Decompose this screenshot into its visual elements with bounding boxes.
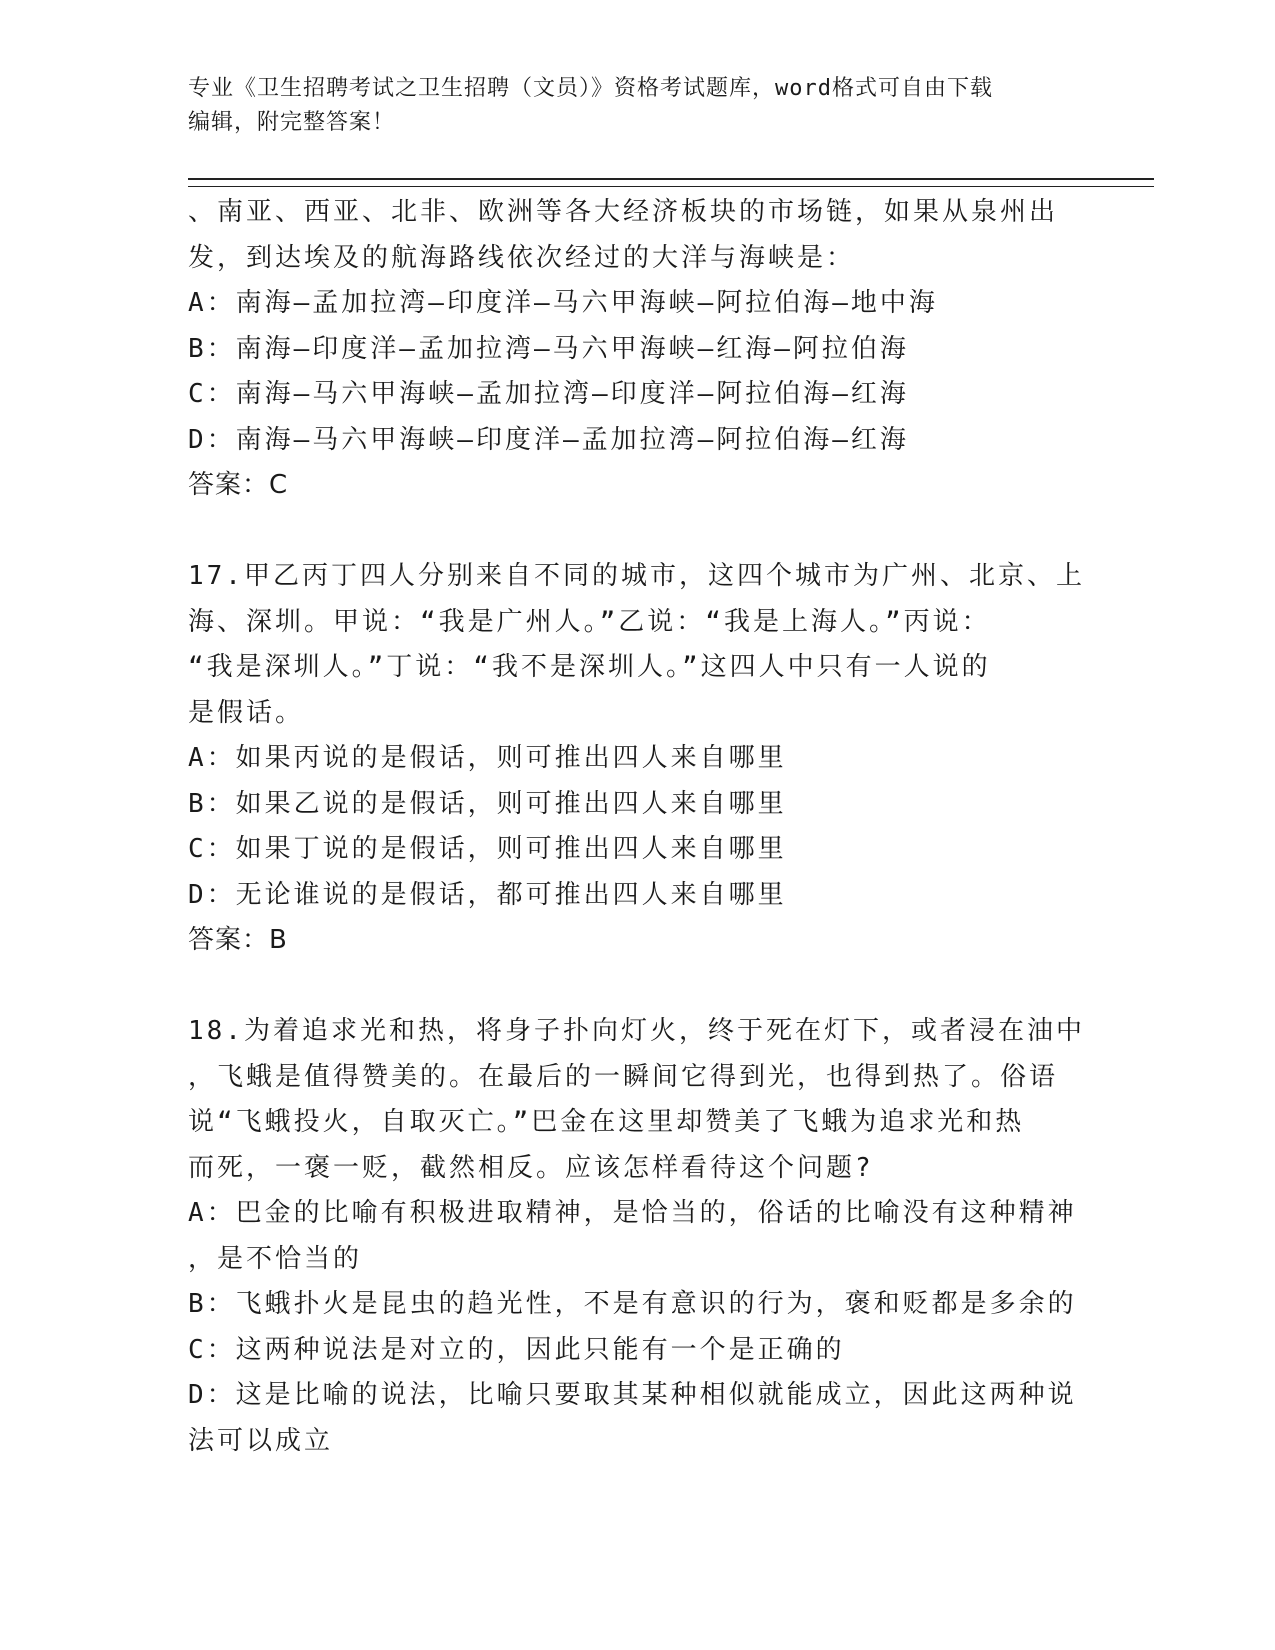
question-stem-line: “我是深圳人。”丁说：“我不是深圳人。”这四人中只有一人说的 bbox=[188, 652, 991, 682]
question-stem-line: 而死，一褒一贬，截然相反。应该怎样看待这个问题? bbox=[188, 1152, 874, 1183]
option-a-continued: ，是不恰当的 bbox=[188, 1243, 363, 1274]
option-a: A：巴金的比喻有积极进取精神，是恰当的，俗话的比喻没有这种精神 bbox=[188, 1198, 1077, 1228]
question-stem-line: 发，到达埃及的航海路线依次经过的大洋与海峡是： bbox=[188, 242, 856, 273]
question-stem-line: 说“飞蛾投火，自取灭亡。”巴金在这里却赞美了飞蛾为追求光和热 bbox=[188, 1107, 1025, 1137]
question-18 bbox=[188, 1009, 1088, 1464]
header-title-line-1: 专业《卫生招聘考试之卫生招聘（文员）》资格考试题库，word格式可自由下载 bbox=[188, 76, 993, 101]
option-d: D：这是比喻的说法，比喻只要取其某种相似就能成立，因此这两种说 bbox=[188, 1380, 1077, 1410]
spacer bbox=[188, 964, 1088, 1010]
header-title-line-2: 编辑，附完整答案！ bbox=[188, 110, 396, 135]
question-stem-line: 海、深圳。甲说：“我是广州人。”乙说：“我是上海人。”丙说： bbox=[188, 606, 991, 637]
option-a: A：如果丙说的是假话，则可推出四人来自哪里 bbox=[188, 743, 787, 773]
question-stem-line: 17.甲乙丙丁四人分别来自不同的城市，这四个城市为广州、北京、上 bbox=[188, 561, 1085, 591]
answer-label: 答案：C bbox=[188, 470, 289, 500]
page-header bbox=[188, 72, 1088, 140]
answer-label: 答案：B bbox=[188, 925, 288, 955]
option-d: D：无论谁说的是假话，都可推出四人来自哪里 bbox=[188, 879, 787, 910]
option-b: B：如果乙说的是假话，则可推出四人来自哪里 bbox=[188, 788, 787, 819]
option-c: C：这两种说法是对立的，因此只能有一个是正确的 bbox=[188, 1334, 845, 1365]
header-divider bbox=[188, 178, 1154, 187]
question-16 bbox=[188, 190, 1088, 509]
option-c: C：南海—马六甲海峡—孟加拉湾—印度洋—阿拉伯海—红海 bbox=[188, 379, 909, 409]
question-stem-line: 18.为着追求光和热，将身子扑向灯火，终于死在灯下，或者浸在油中 bbox=[188, 1016, 1085, 1046]
option-d: D：南海—马六甲海峡—印度洋—孟加拉湾—阿拉伯海—红海 bbox=[188, 424, 909, 455]
document-body bbox=[188, 190, 1088, 1464]
option-d-continued: 法可以成立 bbox=[188, 1425, 334, 1456]
question-17 bbox=[188, 554, 1088, 964]
question-stem-line: 、南亚、西亚、北非、欧洲等各大经济板块的市场链，如果从泉州出 bbox=[188, 197, 1059, 227]
spacer bbox=[188, 509, 1088, 555]
option-b: B：飞蛾扑火是昆虫的趋光性，不是有意识的行为，褒和贬都是多余的 bbox=[188, 1289, 1077, 1319]
question-stem-line: 是假话。 bbox=[188, 697, 305, 728]
option-a: A：南海—孟加拉湾—印度洋—马六甲海峡—阿拉伯海—地中海 bbox=[188, 288, 938, 318]
option-c: C：如果丁说的是假话，则可推出四人来自哪里 bbox=[188, 834, 787, 864]
question-stem-line: ，飞蛾是值得赞美的。在最后的一瞬间它得到光，也得到热了。俗语 bbox=[188, 1061, 1059, 1092]
option-b: B：南海—印度洋—孟加拉湾—马六甲海峡—红海—阿拉伯海 bbox=[188, 333, 909, 364]
